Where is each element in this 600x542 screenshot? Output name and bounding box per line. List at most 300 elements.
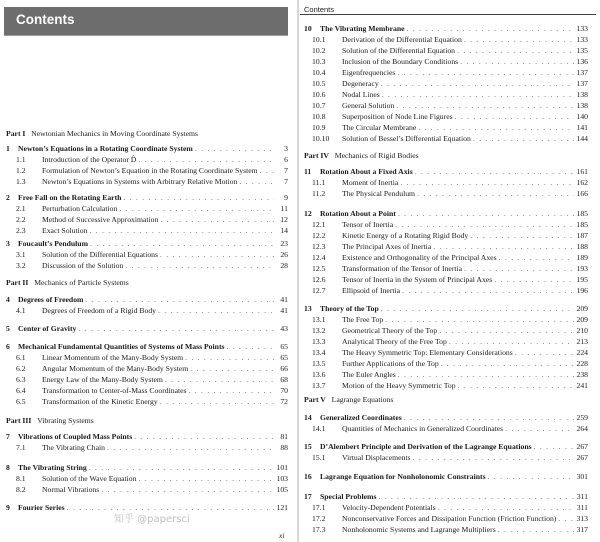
entry-number: 1.3 [16,177,26,186]
entry-number: 12.1 [312,220,326,229]
entry-number: 13.6 [312,370,326,379]
part-label: Part V [304,395,326,404]
entry-page-number: 264 [576,424,588,433]
dot-leader [107,443,274,453]
part-label: Part I [6,129,26,138]
dot-leader [397,68,574,78]
entry-number: 2.2 [16,215,26,224]
entry-title: D’Alembert Principle and Derivation of the Lagrange Equations [320,442,532,451]
entry-number: 17.3 [312,525,326,534]
toc-section-entry[interactable] [312,101,588,111]
entry-title: The Heavy Symmetric Top: Elementary Considerations [342,348,513,357]
dot-leader [85,295,274,305]
running-head: Contents [304,5,335,14]
entry-page-number: 6 [284,155,288,164]
entry-number: 7.1 [16,443,26,452]
toc-section-entry[interactable] [16,485,288,495]
dot-leader [398,370,574,380]
part-heading [6,278,129,287]
toc-section-entry[interactable] [16,155,288,165]
entry-page-number: 65 [280,353,288,362]
entry-page-number: 140 [576,112,588,121]
entry-number: 13 [304,304,312,313]
toc-section-entry[interactable] [16,375,288,385]
entry-page-number: 81 [280,432,288,441]
dot-leader [134,432,274,442]
toc-chapter-entry[interactable] [304,304,588,314]
entry-number: 10.3 [312,57,326,66]
toc-section-entry[interactable] [312,178,588,188]
dot-leader [515,348,574,358]
entry-number: 2.1 [16,204,26,213]
entry-page-number: 136 [576,57,588,66]
entry-title: Rotation About a Point [320,209,396,218]
page-gutter [297,0,299,542]
entry-page-number: 43 [280,324,288,333]
toc-section-entry[interactable] [16,364,288,374]
entry-number: 8.2 [16,485,26,494]
dot-leader [123,193,274,203]
entry-title: Fourier Series [18,503,65,512]
dot-leader [381,79,574,89]
entry-title: Tensor of Inertia [342,220,394,229]
entry-number: 9 [6,503,10,512]
toc-section-entry[interactable] [312,503,588,513]
dot-leader [160,397,274,407]
dot-leader [449,337,574,347]
left-toc-entries [0,0,296,542]
dot-leader [402,286,574,296]
toc-section-entry[interactable] [312,68,588,78]
entry-number: 10.1 [312,35,326,44]
entry-page-number: 28 [280,261,288,270]
entry-title: Degrees of Freedom of a Rigid Body [42,306,157,315]
entry-number: 4.1 [16,306,26,315]
right-page [300,0,600,542]
entry-page-number: 188 [576,242,588,251]
toc-section-entry[interactable] [16,353,288,363]
dot-leader [558,514,574,524]
dot-leader [101,485,274,495]
entry-page-number: 213 [576,337,588,346]
part-heading [6,129,198,138]
toc-section-entry[interactable] [16,306,288,316]
entry-number: 10 [304,24,312,33]
dot-leader [499,253,574,263]
entry-title: Kinetic Energy of a Rotating Rigid Body [342,231,469,240]
entry-title: Derivation of the Differential Equation [342,35,462,44]
toc-section-entry[interactable] [312,57,588,67]
toc-section-entry[interactable] [312,525,588,535]
entry-page-number: 311 [576,503,588,512]
toc-chapter-entry[interactable] [304,24,588,34]
entry-title: Solution of Bessel’s Differential Equation [342,134,471,143]
entry-page-number: 238 [576,370,588,379]
toc-chapter-entry[interactable] [6,144,288,154]
dot-leader [160,215,274,225]
entry-number: 10.9 [312,123,326,132]
dot-leader [396,101,574,111]
entry-page-number: 189 [576,253,588,262]
toc-chapter-entry[interactable] [6,432,288,442]
entry-title: Linear Momentum of the Many-Body System [42,353,184,362]
dot-leader [488,472,574,482]
entry-title: Lagrange Equation for Nonholonomic Constraints [320,472,486,481]
entry-title: Vibrations of Coupled Mass Points [18,432,133,441]
entry-title: Motion of the Heavy Symmetric Top [342,381,456,390]
entry-title: Center of Gravity [18,324,77,333]
entry-page-number: 185 [576,220,588,229]
toc-section-entry[interactable] [312,370,588,380]
dot-leader [398,209,574,219]
dot-leader [457,46,574,56]
entry-number: 13.1 [312,315,326,324]
toc-section-entry[interactable] [312,424,588,434]
toc-section-entry[interactable] [16,261,288,271]
entry-title: Nonholonomic Systems and Lagrange Multipliers [342,525,496,534]
toc-chapter-entry[interactable] [6,342,288,352]
toc-section-entry[interactable] [312,286,588,296]
dot-leader [138,474,274,484]
toc-section-entry[interactable] [312,231,588,241]
toc-chapter-entry[interactable] [304,442,588,452]
entry-page-number: 66 [280,364,288,373]
entry-title: Quantities of Mechanics in Generalized Coordinates [342,424,504,433]
entry-title: Geometrical Theory of the Top [342,326,438,335]
dot-leader [78,324,274,334]
entry-title: Eigenfrequencies [342,68,396,77]
toc-section-entry[interactable] [312,359,588,369]
entry-number: 13.2 [312,326,326,335]
part-heading [304,151,419,160]
entry-page-number: 101 [276,463,288,472]
toc-chapter-entry[interactable] [6,324,288,334]
dot-leader [90,239,274,249]
entry-number: 10.8 [312,112,326,121]
entry-number: 4 [6,295,10,304]
toc-section-entry[interactable] [16,386,288,396]
entry-number: 11.2 [312,189,326,198]
entry-title: Exact Solution [42,226,88,235]
dot-leader [438,503,574,513]
dot-leader [460,57,574,67]
entry-title: The Vibrating Chain [42,443,106,452]
entry-number: 8.1 [16,474,26,483]
dot-leader [505,424,574,434]
entry-title: Inclusion of the Boundary Conditions [342,57,459,66]
entry-number: 17 [304,492,312,501]
toc-section-entry[interactable] [312,242,588,252]
entry-number: 13.4 [312,348,326,357]
entry-page-number: 14 [280,226,288,235]
entry-page-number: 311 [576,492,588,501]
entry-page-number: 23 [280,239,288,248]
entry-title: The Free Top [342,315,384,324]
entry-page-number: 68 [280,375,288,384]
entry-page-number: 301 [576,472,588,481]
toc-section-entry[interactable] [312,253,588,263]
entry-page-number: 267 [576,453,588,462]
toc-chapter-entry[interactable] [304,209,588,219]
entry-title: Nodal Lines [342,90,380,99]
entry-number: 10.7 [312,101,326,110]
toc-section-entry[interactable] [312,90,588,100]
entry-page-number: 3 [284,144,288,153]
entry-title: Newton’s Equations in Systems with Arbitrary Relative Motion [42,177,238,186]
toc-section-entry[interactable] [312,46,588,56]
dot-leader [119,204,274,214]
part-title: Newtonian Mechanics in Moving Coordinate Systems [31,129,198,138]
entry-title: Normal Vibrations [42,485,100,494]
entry-page-number: 12 [280,215,288,224]
entry-page-number: 7 [284,166,288,175]
entry-page-number: 138 [576,90,588,99]
toc-section-entry[interactable] [16,204,288,214]
entry-page-number: 121 [276,503,288,512]
toc-section-entry[interactable] [16,177,288,187]
toc-chapter-entry[interactable] [304,492,588,502]
entry-title: The Vibrating Membrane [320,24,405,33]
dot-leader [415,167,574,177]
entry-title: The Principal Axes of Inertia [342,242,432,251]
entry-page-number: 141 [576,123,588,132]
entry-title: Rotation About a Fixed Axis [320,167,413,176]
entry-page-number: 161 [576,167,588,176]
dot-leader [227,342,275,352]
dot-leader [378,492,574,502]
entry-title: Further Applications of the Top [342,359,439,368]
entry-page-number: 103 [276,474,288,483]
entry-page-number: 11 [280,204,288,213]
dot-leader [400,178,574,188]
entry-title: Existence and Orthogonality of the Principal Axes [342,253,497,262]
entry-title: Virtual Displacements [342,453,411,462]
entry-title: Discussion of the Solution [42,261,124,270]
entry-number: 10.6 [312,90,326,99]
entry-number: 12.4 [312,253,326,262]
entry-title: Solution of the Wave Equation [42,474,137,483]
entry-title: Nonconservative Forces and Dissipation Function (Friction Function) [342,514,557,523]
toc-section-entry[interactable] [16,474,288,484]
entry-page-number: 41 [280,306,288,315]
entry-title: Mechanical Fundamental Quantities of Systems of Mass Points [18,342,225,351]
entry-title: Moment of Inertia [342,178,399,187]
part-label: Part III [6,416,32,425]
dot-leader [470,231,574,241]
dot-leader [534,442,574,452]
entry-page-number: 72 [280,397,288,406]
entry-title: Analytical Theory of the Free Top [342,337,447,346]
dot-leader [395,220,574,230]
dot-leader [455,112,574,122]
part-label: Part IV [304,151,329,160]
toc-section-entry[interactable] [312,514,588,524]
toc-chapter-entry[interactable] [6,295,288,305]
toc-section-entry[interactable] [312,264,588,274]
right-toc-entries [300,0,600,542]
dot-leader [239,177,274,187]
watermark: 知乎 @papersci [114,514,190,525]
dot-leader [190,364,274,374]
entry-number: 12.6 [312,275,326,284]
entry-title: Degrees of Freedom [18,295,84,304]
entry-number: 6.2 [16,364,26,373]
entry-page-number: 209 [576,315,588,324]
entry-page-number: 137 [576,79,588,88]
part-title: Vibrating Systems [37,416,94,425]
toc-chapter-entry[interactable] [304,167,588,177]
entry-page-number: 209 [576,304,588,313]
toc-section-entry[interactable] [312,315,588,325]
dot-leader [458,381,574,391]
dot-leader [158,306,274,316]
entry-number: 11.1 [312,178,326,187]
toc-section-entry[interactable] [312,453,588,463]
entry-number: 1.2 [16,166,26,175]
entry-number: 12.5 [312,264,326,273]
entry-number: 6.1 [16,353,26,362]
entry-page-number: 193 [576,264,588,273]
left-page [0,0,296,542]
entry-title: Transformation to Center-of-Mass Coordinates [42,386,187,395]
entry-page-number: 133 [576,35,588,44]
entry-page-number: 317 [576,525,588,534]
toc-section-entry[interactable] [312,134,588,144]
dot-leader [195,144,274,154]
dot-leader [260,166,274,176]
dot-leader [439,326,574,336]
entry-number: 2.3 [16,226,26,235]
toc-section-entry[interactable] [312,337,588,347]
toc-chapter-entry[interactable] [304,472,588,482]
toc-section-entry[interactable] [16,250,288,260]
dot-leader [189,386,274,396]
dot-leader [165,375,274,385]
entry-title: Transformation of the Tensor of Inertia [342,264,463,273]
entry-page-number: 133 [576,24,588,33]
toc-section-entry[interactable] [312,189,588,199]
toc-section-entry[interactable] [16,226,288,236]
dot-leader [382,90,574,100]
page-folio: xi [279,531,285,540]
entry-title: Free Fall on the Rotating Earth [18,193,122,202]
entry-page-number: 162 [576,178,588,187]
entry-page-number: 65 [280,342,288,351]
part-title: Lagrange Equations [331,395,394,404]
entry-number: 17.2 [312,514,326,523]
entry-title: Degeneracy [342,79,379,88]
dot-leader [89,463,274,473]
dot-leader [385,315,574,325]
entry-number: 3.2 [16,261,26,270]
toc-section-entry[interactable] [312,79,588,89]
entry-number: 10.2 [312,46,326,55]
entry-number: 13.5 [312,359,326,368]
dot-leader [473,134,574,144]
part-label: Part II [6,278,29,287]
toc-chapter-entry[interactable] [6,463,288,473]
entry-title: Ellipsoid of Inertia [342,286,401,295]
entry-number: 14 [304,413,312,422]
entry-number: 12.7 [312,286,326,295]
entry-number: 8 [6,463,10,472]
toc-section-entry[interactable] [312,123,588,133]
toc-section-entry[interactable] [16,443,288,453]
dot-leader [125,261,274,271]
entry-page-number: 259 [576,413,588,422]
entry-number: 16 [304,472,312,481]
entry-number: 11 [304,167,312,176]
dot-leader [494,275,574,285]
entry-title: Perturbation Calculation [42,204,118,213]
dot-leader [404,413,574,423]
entry-page-number: 267 [576,442,588,451]
entry-page-number: 26 [280,250,288,259]
entry-page-number: 313 [576,514,588,523]
dot-leader [418,123,574,133]
entry-title: Transformation of the Kinetic Energy [42,397,158,406]
toc-section-entry[interactable] [312,381,588,391]
entry-page-number: 138 [576,101,588,110]
entry-page-number: 241 [576,381,588,390]
toc-chapter-entry[interactable] [304,413,588,423]
entry-number: 12.2 [312,231,326,240]
entry-number: 17.1 [312,503,326,512]
entry-page-number: 224 [576,348,588,357]
toc-section-entry[interactable] [312,348,588,358]
entry-number: 5 [6,324,10,333]
entry-page-number: 70 [280,386,288,395]
toc-chapter-entry[interactable] [6,239,288,249]
entry-page-number: 166 [576,189,588,198]
toc-chapter-entry[interactable] [6,193,288,203]
entry-title: Generalized Coordinates [320,413,402,422]
toc-section-entry[interactable] [312,112,588,122]
toc-section-entry[interactable] [312,35,588,45]
entry-page-number: 41 [280,295,288,304]
entry-page-number: 144 [576,134,588,143]
entry-number: 13.7 [312,381,326,390]
entry-title: Newton’s Equations in a Rotating Coordinate System [18,144,193,153]
toc-section-entry[interactable] [16,166,288,176]
toc-section-entry[interactable] [16,397,288,407]
entry-number: 14.1 [312,424,326,433]
entry-title: The Vibrating String [18,463,87,472]
dot-leader [89,226,274,236]
entry-number: 15.1 [312,453,326,462]
entry-number: 6 [6,342,10,351]
toc-section-entry[interactable] [312,275,588,285]
dot-leader [433,242,574,252]
entry-number: 2 [6,193,10,202]
dot-leader [160,250,274,260]
entry-page-number: 137 [576,68,588,77]
entry-title: Solution of the Differential Equation [342,46,456,55]
entry-number: 10.10 [312,134,330,143]
entry-number: 3 [6,239,10,248]
toc-section-entry[interactable] [312,326,588,336]
entry-title: Formulation of Newton’s Equation in the Rotating Coordinate System [42,166,258,175]
entry-page-number: 105 [276,485,288,494]
toc-section-entry[interactable] [16,215,288,225]
entry-title: Special Problems [320,492,377,501]
entry-number: 6.3 [16,375,26,384]
entry-title: Velocity-Dependent Potentials [342,503,436,512]
entry-title: Introduction of the Operator D̂ [42,155,137,164]
toc-section-entry[interactable] [312,220,588,230]
entry-number: 1.1 [16,155,26,164]
entry-number: 10.5 [312,79,326,88]
